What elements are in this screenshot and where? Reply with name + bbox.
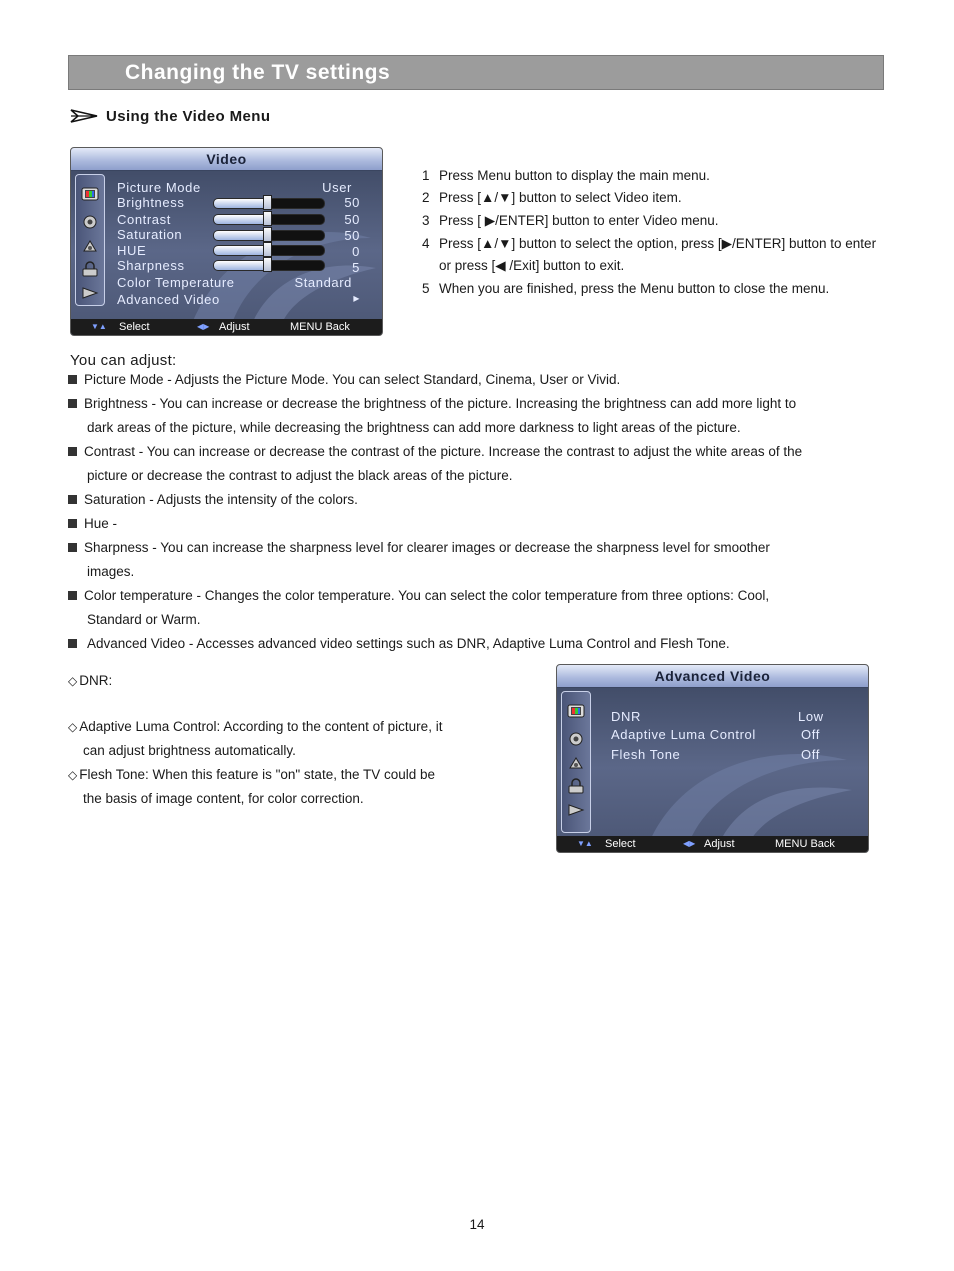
step-4: 4 Press [▲/▼] button to select the option, press [▶/ENTER] button to enter — [422, 236, 877, 251]
picture-mode-value: User — [322, 180, 352, 195]
setup-icon[interactable] — [81, 238, 99, 254]
menu-item-color-temperature[interactable]: Color Temperature — [117, 275, 235, 290]
lock-icon[interactable] — [81, 261, 99, 277]
bullet-color-temperature-continuation: Standard or Warm. — [87, 612, 201, 627]
note-adaptive-luma-continuation: can adjust brightness automatically. — [83, 743, 296, 758]
hue-value: 0 — [352, 244, 360, 259]
page-number: 14 — [469, 1217, 485, 1232]
note-dnr: ◇ DNR: — [68, 673, 113, 688]
menu-category-bar — [561, 691, 591, 833]
brightness-value: 50 — [344, 195, 360, 210]
saturation-slider-handle[interactable] — [263, 227, 272, 242]
advanced-video-arrow-icon: ▸ — [353, 291, 360, 305]
bullet-sharpness-continuation: images. — [87, 564, 135, 579]
menu-item-hue[interactable]: HUE — [117, 243, 147, 258]
left-right-arrows-icon: ◀▶ — [197, 322, 210, 331]
hue-slider-handle[interactable] — [263, 242, 272, 257]
lock-icon[interactable] — [567, 778, 585, 794]
menu-item-advanced-video[interactable]: Advanced Video — [117, 292, 220, 307]
back-hint: MENU Back — [775, 838, 835, 850]
video-menu-title: Video — [71, 148, 382, 171]
flesh-tone-value: Off — [801, 747, 820, 762]
brightness-slider-handle[interactable] — [263, 195, 272, 210]
channel-icon[interactable] — [567, 802, 585, 818]
menu-item-flesh-tone[interactable]: Flesh Tone — [611, 747, 681, 762]
menu-item-sharpness[interactable]: Sharpness — [117, 258, 185, 273]
menu-item-contrast[interactable]: Contrast — [117, 212, 171, 227]
bullet-picture-mode: Picture Mode - Adjusts the Picture Mode. You can select Standard, Cinema, User or Vivid. — [68, 372, 620, 387]
channel-icon[interactable] — [81, 285, 99, 301]
subsection-heading-text: Using the Video Menu — [106, 108, 271, 125]
audio-icon[interactable] — [567, 731, 585, 747]
menu-category-bar — [75, 174, 105, 306]
adjust-hint: Adjust — [704, 838, 735, 850]
sharpness-value: 5 — [352, 260, 360, 275]
menu-item-picture-mode[interactable]: Picture Mode — [117, 180, 201, 195]
bullet-contrast: Contrast - You can increase or decrease the contrast of the picture. Increase the contrast to adjust the white areas of the — [68, 444, 802, 459]
menu-item-saturation[interactable]: Saturation — [117, 227, 183, 242]
subsection-heading — [70, 108, 270, 125]
menu-item-brightness[interactable]: Brightness — [117, 195, 185, 210]
bullet-brightness: Brightness - You can increase or decrease the brightness of the picture. Increasing the brightness can add more light to — [68, 396, 796, 411]
back-hint: MENU Back — [290, 321, 350, 333]
sharpness-slider-handle[interactable] — [263, 257, 272, 272]
note-flesh-tone: ◇ Flesh Tone: When this feature is "on" state, the TV could be — [68, 767, 436, 782]
bullet-brightness-continuation: dark areas of the picture, while decreasing the brightness can add more darkness to light areas of the picture. — [87, 420, 741, 435]
video-menu-screenshot — [70, 147, 383, 336]
adjust-hint: Adjust — [219, 321, 250, 333]
color-temperature-value: Standard — [294, 275, 352, 290]
picture-icon[interactable] — [567, 704, 585, 720]
step-5: 5 When you are finished, press the Menu button to close the menu. — [422, 281, 830, 296]
audio-icon[interactable] — [81, 214, 99, 230]
bullet-sharpness: Sharpness - You can increase the sharpness level for clearer images or decrease the sharpness level for smoother — [68, 540, 770, 555]
saturation-value: 50 — [344, 228, 360, 243]
advanced-video-menu-screenshot — [556, 664, 869, 853]
bullet-saturation: Saturation - Adjusts the intensity of the colors. — [68, 492, 358, 507]
contrast-value: 50 — [344, 212, 360, 227]
note-adaptive-luma: ◇ Adaptive Luma Control: According to the content of picture, it — [68, 719, 443, 734]
video-menu-footer — [71, 319, 382, 335]
up-down-arrows-icon: ▼▲ — [577, 839, 593, 848]
adaptive-luma-control-value: Off — [801, 727, 820, 742]
section-title-bar — [68, 55, 884, 90]
menu-item-adaptive-luma-control[interactable]: Adaptive Luma Control — [611, 727, 756, 742]
bullet-color-temperature: Color temperature - Changes the color temperature. You can select the color temperature from three options: Cool, — [68, 588, 769, 603]
dnr-value: Low — [798, 709, 824, 724]
step-4-continuation: or press [◀ /Exit] button to exit. — [439, 258, 625, 273]
step-2: 2 Press [▲/▼] button to select Video item. — [422, 190, 682, 205]
menu-item-dnr[interactable]: DNR — [611, 709, 641, 724]
picture-icon[interactable] — [81, 187, 99, 203]
step-3: 3 Press [ ▶/ENTER] button to enter Video menu. — [422, 213, 719, 228]
setup-icon[interactable] — [567, 755, 585, 771]
advanced-menu-footer — [557, 836, 868, 852]
step-1: 1 Press Menu button to display the main menu. — [422, 168, 710, 183]
page-title: Changing the TV settings — [125, 61, 391, 84]
adjust-heading: You can adjust: — [70, 352, 177, 369]
bullet-advanced-video: Advanced Video - Accesses advanced video settings such as DNR, Adaptive Luma Control and Flesh Tone. — [68, 636, 730, 651]
bullet-hue: Hue - — [68, 516, 117, 531]
select-hint: Select — [119, 321, 150, 333]
advanced-video-menu-title: Advanced Video — [557, 665, 868, 688]
arrow-bullet-icon — [70, 109, 98, 123]
note-flesh-tone-continuation: the basis of image content, for color correction. — [83, 791, 364, 806]
contrast-slider-handle[interactable] — [263, 211, 272, 226]
left-right-arrows-icon: ◀▶ — [683, 839, 696, 848]
up-down-arrows-icon: ▼▲ — [91, 322, 107, 331]
select-hint: Select — [605, 838, 636, 850]
bullet-contrast-continuation: picture or decrease the contrast to adjust the black areas of the picture. — [87, 468, 513, 483]
